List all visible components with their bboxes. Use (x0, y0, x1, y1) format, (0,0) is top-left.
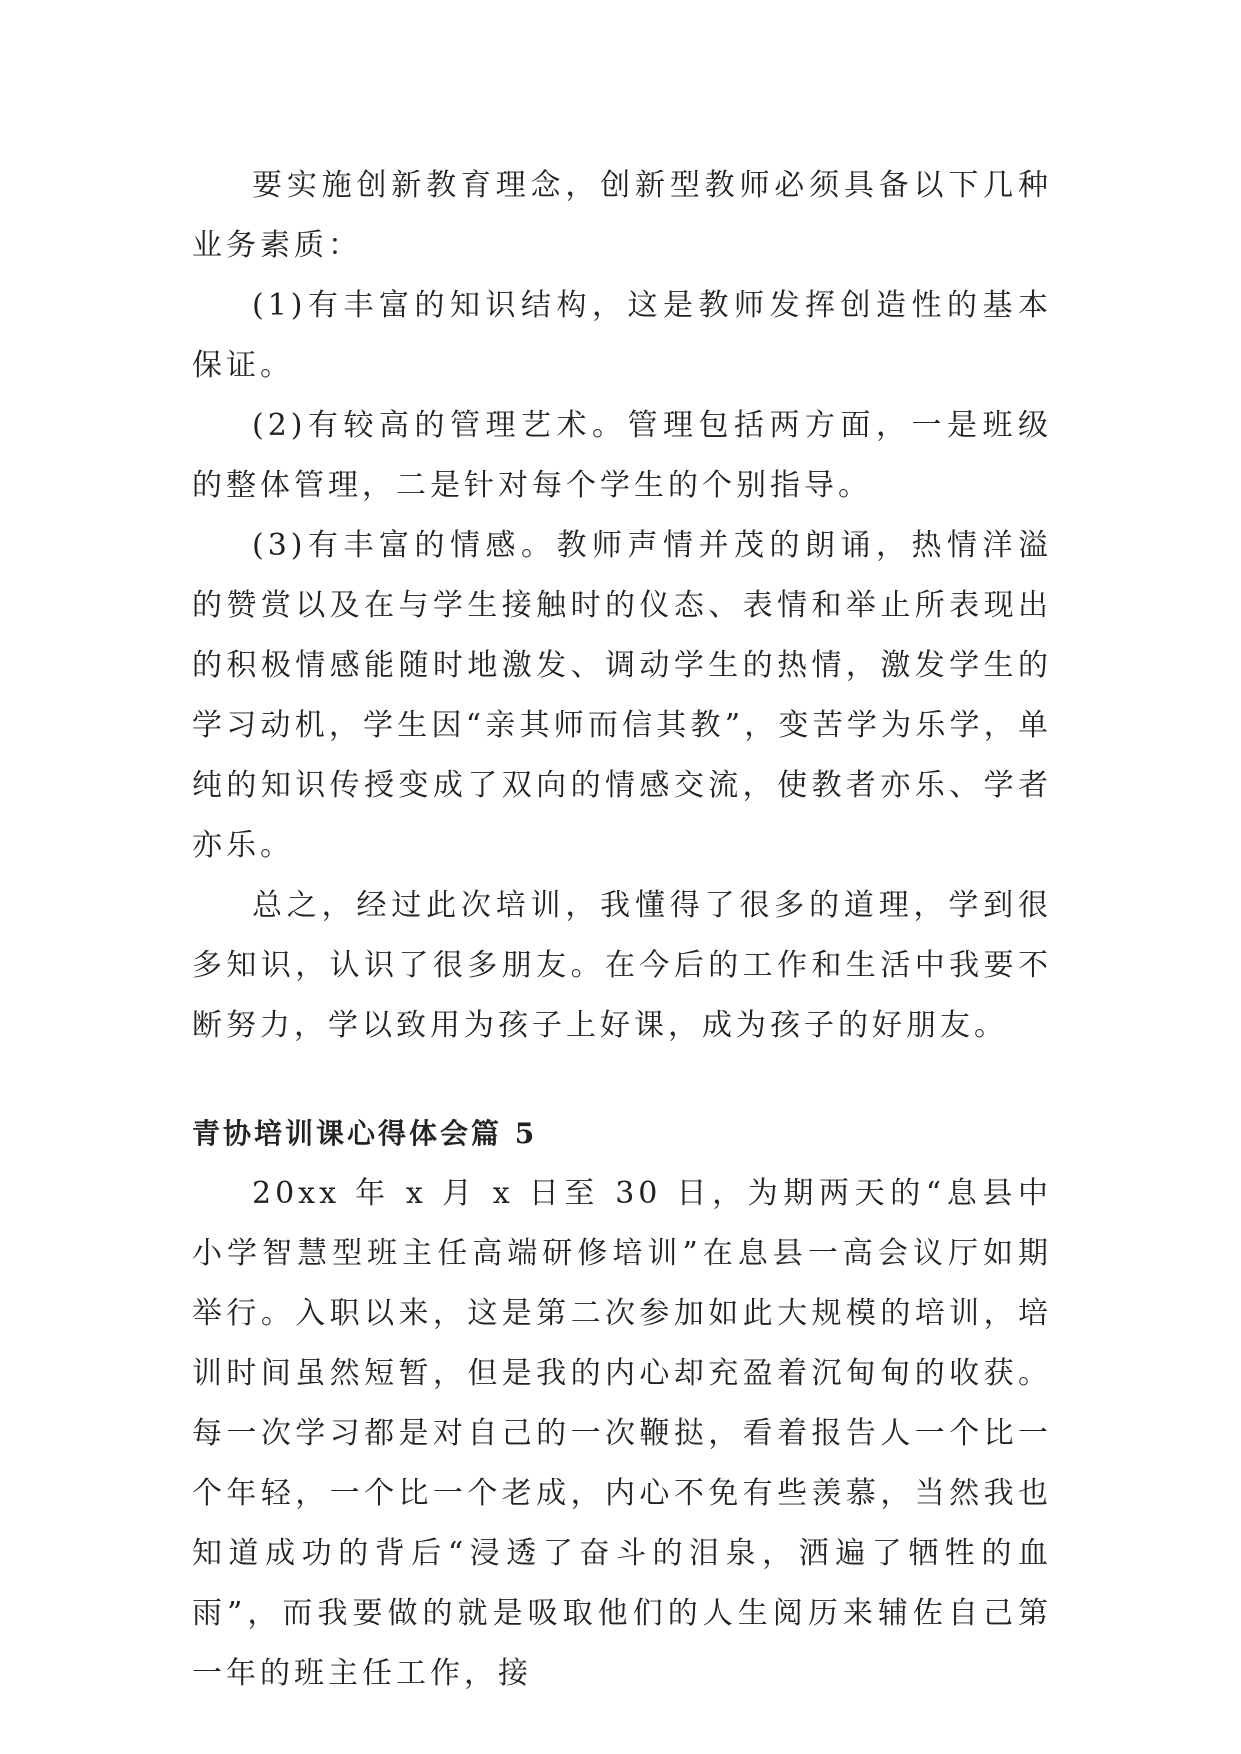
paragraph-point-2: (2)有较高的管理艺术。管理包括两方面，一是班级的整体管理，二是针对每个学生的个别指导。 (192, 408, 1052, 503)
paragraph-section-body: 20xx 年 x 月 x 日至 30 日，为期两天的“息县中小学智慧型班主任高端研修培训”在息县一高会议厅如期举行。入职以来，这是第二次参加如此大规模的培训，培训时间虽然短暂，但是我的内心却充盈着沉甸甸的收获。每一次学习都是对自己的一次鞭挞，看着报告人一个比一个年轻，一个比一个老成，内心不免有些羡慕，当然我也知道成功的背后“浸透了奋斗的泪泉，洒遍了牺牲的血雨”，而我要做的就是吸取他们的人生阅历来辅佐自己第一年的班主任工作，接 (192, 1176, 1052, 1691)
section-title: 青协培训课心得体会篇 5 (192, 1117, 538, 1150)
paragraph-point-1: (1)有丰富的知识结构，这是教师发挥创造性的基本保证。 (192, 288, 1052, 383)
paragraph-summary: 总之，经过此次培训，我懂得了很多的道理，学到很多知识，认识了很多朋友。在今后的工作和生活中我要不断努力，学以致用为孩子上好课，成为孩子的好朋友。 (192, 888, 1052, 1043)
paragraph-intro: 要实施创新教育理念，创新型教师必须具备以下几种业务素质： (192, 168, 1052, 263)
document-page (192, 156, 1052, 1704)
paragraph-point-3: (3)有丰富的情感。教师声情并茂的朗诵，热情洋溢的赞赏以及在与学生接触时的仪态、表情和举止所表现出的积极情感能随时地激发、调动学生的热情，激发学生的学习动机，学生因“亲其师而信其教”，变苦学为乐学，单纯的知识传授变成了双向的情感交流，使教者亦乐、学者亦乐。 (192, 528, 1052, 863)
